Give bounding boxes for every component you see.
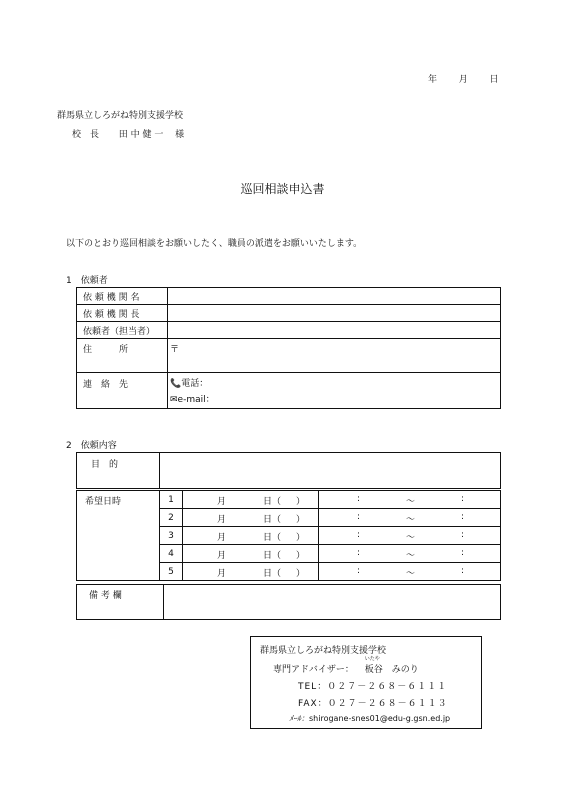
schedule-date-cell[interactable]: [183, 527, 319, 545]
org-head-field[interactable]: [168, 305, 501, 322]
org-name-field[interactable]: [168, 288, 501, 305]
address-field[interactable]: [168, 339, 501, 373]
recipient-name: 田 中 健 一: [118, 130, 164, 140]
schedule-date-cell[interactable]: [183, 491, 319, 509]
contact-tel: TEL：０２７－２６８－６１１１: [298, 682, 448, 692]
date-day: 日: [489, 75, 499, 85]
month-text: 月: [217, 497, 227, 507]
day-close: ）: [296, 497, 306, 507]
schedule-row-no: 3: [160, 527, 183, 545]
time-colon: :: [357, 548, 361, 558]
time-tilde: 〜: [406, 569, 416, 579]
advisor-label: 専門アドバイザー：: [273, 665, 354, 675]
requester-table: [76, 287, 501, 409]
requester-field[interactable]: [168, 322, 501, 339]
time-tilde: 〜: [406, 551, 416, 561]
day-close: ）: [296, 569, 306, 579]
mail-label: ﾒｰﾙ：: [289, 714, 309, 723]
time-tilde: 〜: [406, 533, 416, 543]
day-close: ）: [296, 515, 306, 525]
date-line: [428, 72, 499, 85]
email-label: e-mail：: [177, 395, 215, 405]
form-title: 巡回相談申込書: [240, 182, 325, 196]
address-label: 住 所: [77, 339, 168, 373]
purpose-field[interactable]: [160, 453, 501, 489]
day-text: 日（: [263, 551, 282, 561]
time-colon: :: [461, 512, 465, 522]
day-close: ）: [296, 533, 306, 543]
contact-label: 連 絡 先: [77, 373, 168, 409]
time-colon: :: [357, 566, 361, 576]
day-text: 日（: [263, 533, 282, 543]
day-text: 日（: [263, 497, 282, 507]
schedule-date-cell[interactable]: [183, 545, 319, 563]
org-name-label: 依 頼 機 関 名: [77, 288, 168, 305]
day-text: 日（: [263, 569, 282, 579]
schedule-time-cell[interactable]: [319, 527, 501, 545]
time-colon: :: [357, 530, 361, 540]
schedule-row-no: 1: [160, 491, 183, 509]
time-colon: :: [461, 548, 465, 558]
contact-fax: FAX：０２７－２６８－６１１３: [298, 699, 448, 709]
contact-school: 群馬県立しろがね特別支援学校: [260, 646, 387, 656]
org-head-label: 依 頼 機 関 長: [77, 305, 168, 322]
advisor-ruby: いたや: [364, 656, 380, 662]
time-colon: :: [357, 494, 361, 504]
time-colon: :: [357, 512, 361, 522]
mail-icon: ✉: [170, 395, 178, 405]
recipient-line: [72, 127, 184, 140]
schedule-time-cell[interactable]: [319, 509, 501, 527]
phone-label: 電話：: [181, 379, 209, 389]
contact-mail[interactable]: shirogane-snes01@edu-g.gsn.ed.jp: [309, 714, 451, 723]
postal-mark: 〒: [170, 345, 180, 355]
recipient-school: 群馬県立しろがね特別支援学校: [57, 111, 184, 121]
time-tilde: 〜: [406, 497, 416, 507]
time-colon: :: [461, 566, 465, 576]
recipient-title: 校 長: [72, 130, 100, 140]
date-year: 年: [428, 75, 438, 85]
advisor-line: [273, 656, 419, 675]
schedule-time-cell[interactable]: [319, 491, 501, 509]
advisor-name: 板谷 みのり: [364, 665, 419, 675]
schedule-time-cell[interactable]: [319, 563, 501, 581]
phone-icon: 📞: [170, 379, 182, 389]
intro-text: 以下のとおり巡回相談をお願いしたく、職員の派遣をお願いいたします。: [66, 239, 363, 249]
schedule-row-no: 5: [160, 563, 183, 581]
month-text: 月: [217, 551, 227, 561]
section1-heading: 1 依頼者: [66, 276, 108, 286]
schedule-date-cell[interactable]: [183, 509, 319, 527]
schedule-table: [76, 490, 501, 581]
remarks-label: 備 考 欄: [77, 585, 164, 620]
section2-heading: 2 依頼内容: [66, 441, 117, 451]
requester-label: 依頼者（担当者）: [77, 322, 168, 339]
remarks-table: [76, 584, 501, 620]
time-tilde: 〜: [406, 515, 416, 525]
contact-field[interactable]: [168, 373, 501, 409]
email-line: [170, 392, 500, 408]
schedule-row-no: 2: [160, 509, 183, 527]
month-text: 月: [217, 569, 227, 579]
phone-line: [170, 376, 500, 392]
schedule-row-no: 4: [160, 545, 183, 563]
month-text: 月: [217, 533, 227, 543]
day-close: ）: [296, 551, 306, 561]
schedule-time-cell[interactable]: [319, 545, 501, 563]
month-text: 月: [217, 515, 227, 525]
contact-box: [250, 636, 482, 729]
remarks-field[interactable]: [164, 585, 501, 620]
contact-mail-line: [289, 713, 450, 724]
day-text: 日（: [263, 515, 282, 525]
schedule-date-cell[interactable]: [183, 563, 319, 581]
recipient-honorific: 様: [175, 130, 185, 140]
request-table: [76, 452, 501, 489]
schedule-label: 希望日時: [77, 491, 160, 581]
time-colon: :: [461, 494, 465, 504]
date-month: 月: [458, 75, 468, 85]
time-colon: :: [461, 530, 465, 540]
purpose-label: 目 的: [77, 453, 160, 489]
